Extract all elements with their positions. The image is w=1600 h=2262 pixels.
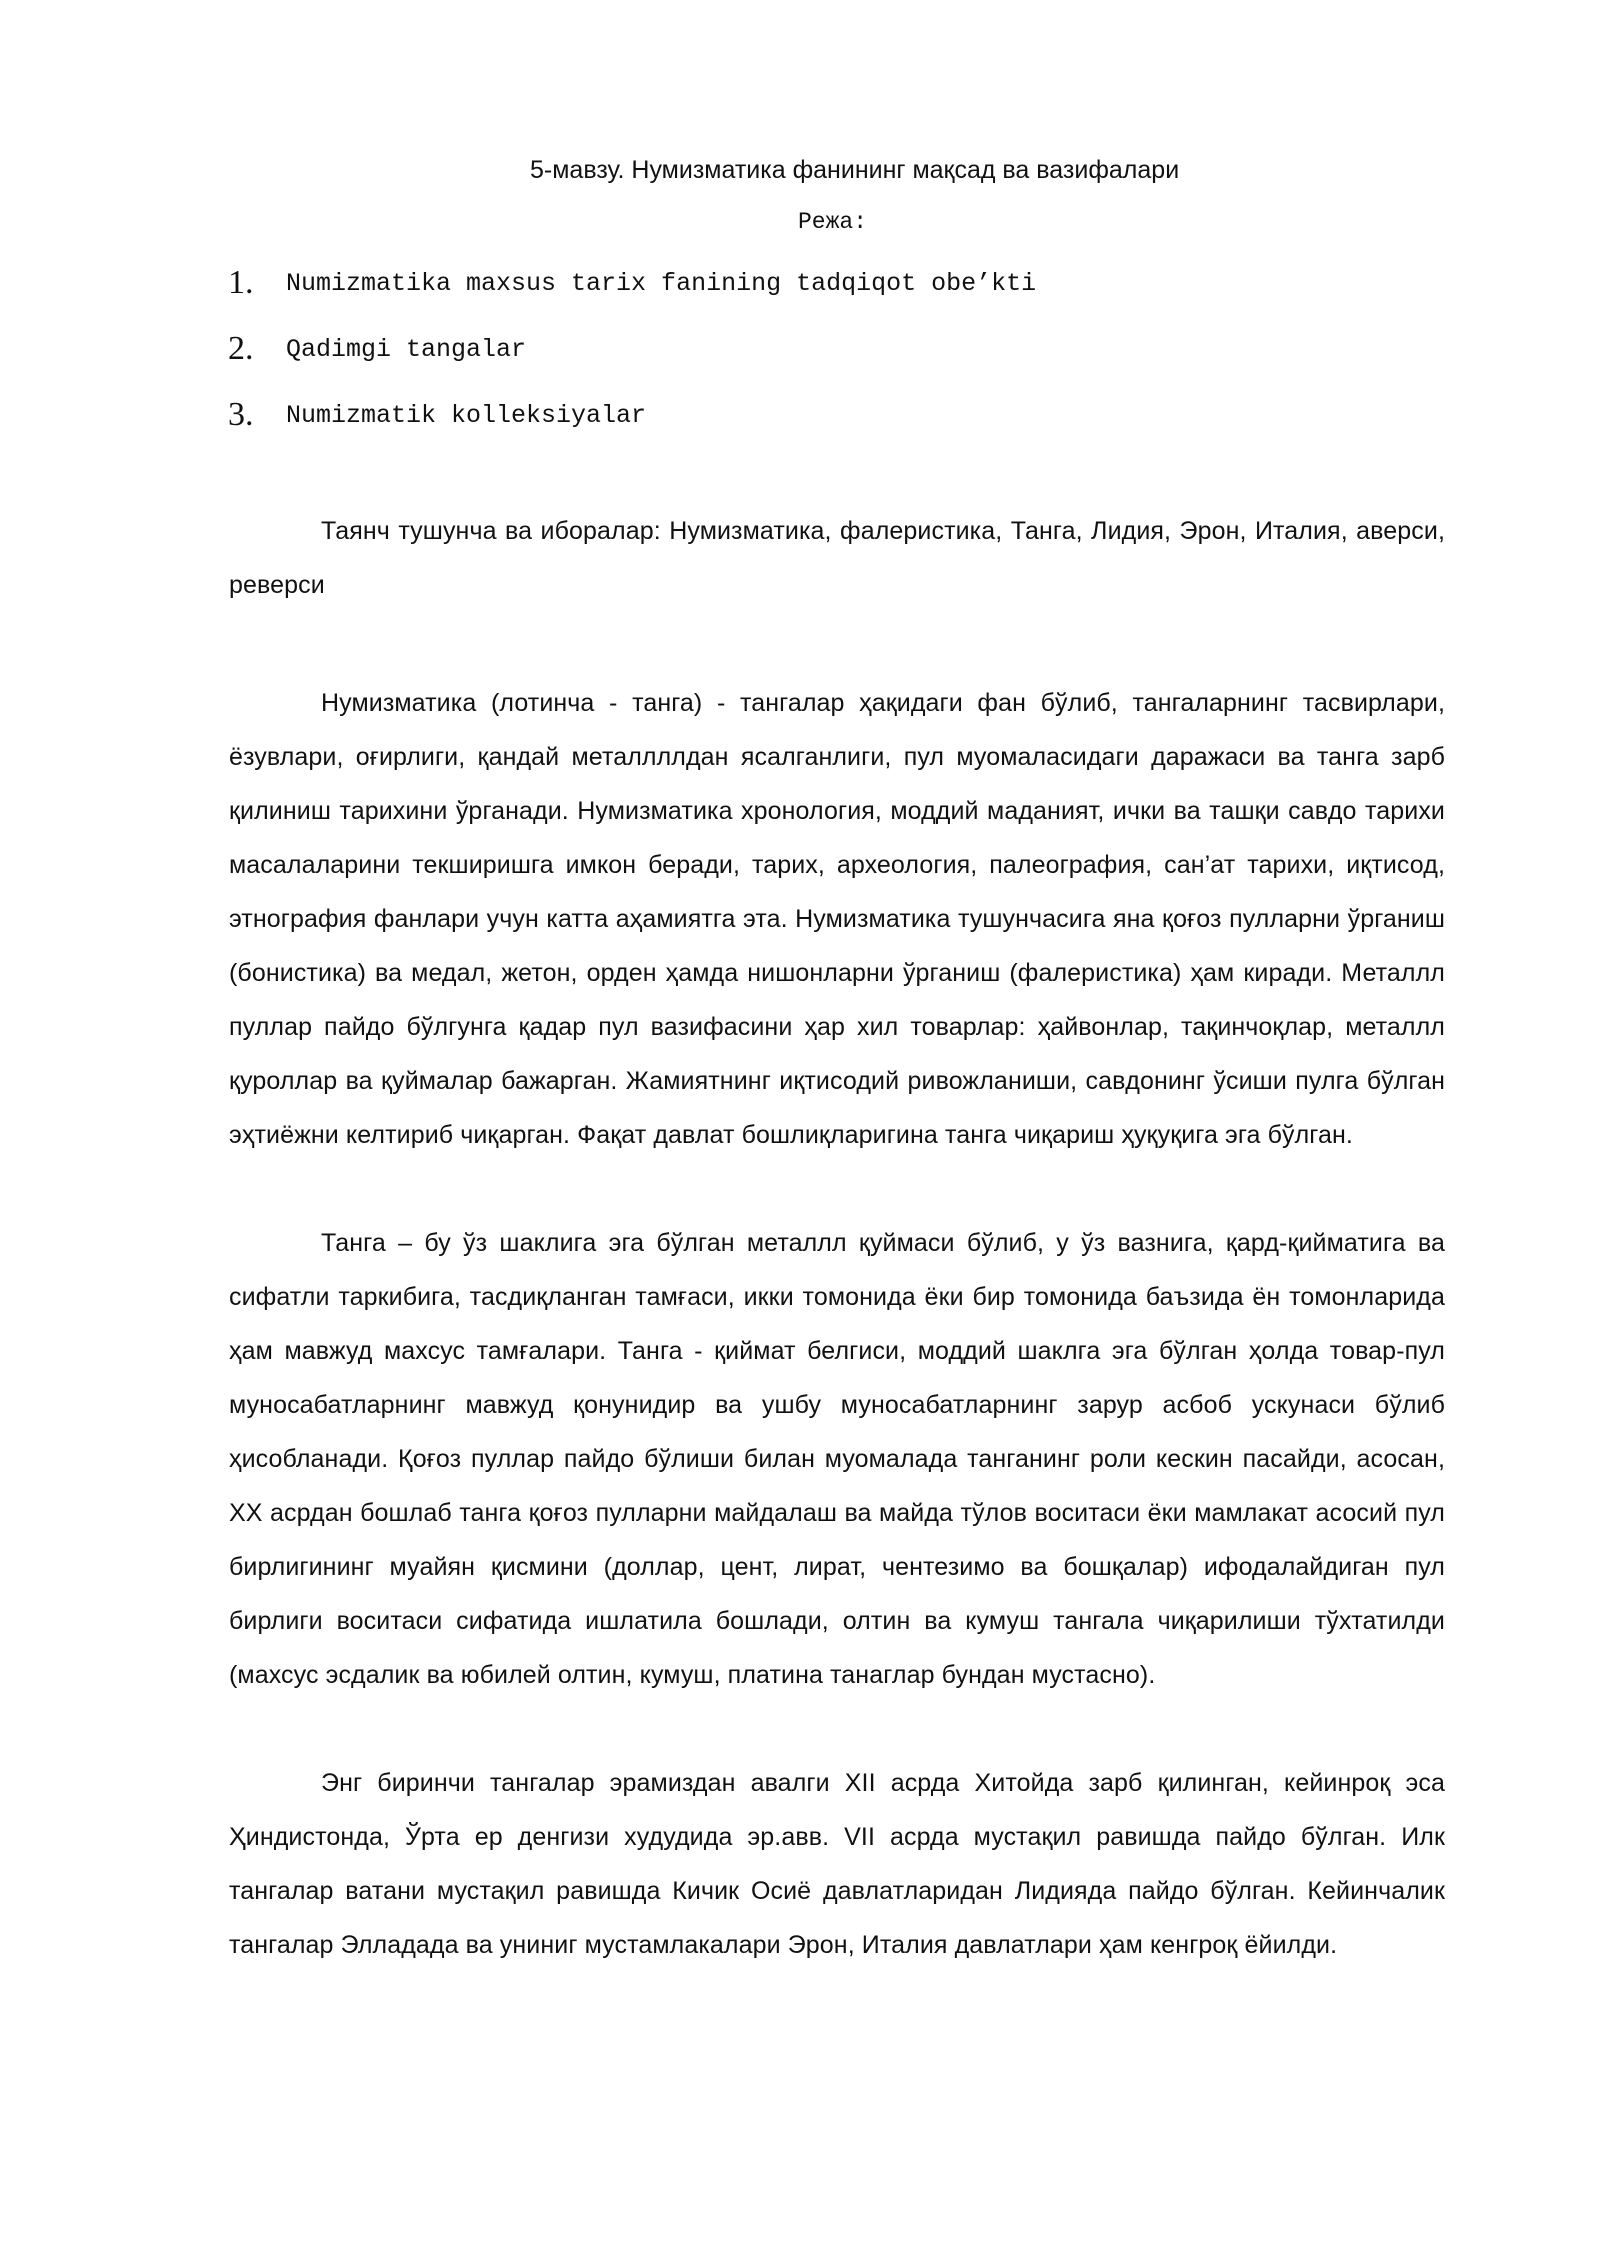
- plan-item-number: 2.: [228, 330, 254, 367]
- plan-item-number: 3.: [228, 396, 254, 433]
- plan-item: [228, 250, 1036, 316]
- body-paragraph: Танга – бу ўз шаклига эга бўлган металлл қуймаси бўлиб, у ўз вазнига, қард-қийматига ва сифатли таркибига, тасдиқланган тамғаси, икки томонида ёки бир томонида баъзида ён томонларида ҳам мавжуд махсус тамғалари. Танга - қиймат белгиси, моддий шаклга эга бўлган ҳолда товар-пул муносабатларнинг мавжуд қонунидир ва ушбу муносабатларнинг зарур асбоб ускунаси бўлиб ҳисобланади. Қоғоз пуллар пайдо бўлиши билан муомалада танганинг роли кескин пасайди, асосан, XX асрдан бошлаб танга қоғоз пулларни майдалаш ва майда тўлов воситаси ёки мамлакат асосий пул бирлигининг муайян қисмини (доллар, цент, лират, чентезимо ва бошқалар) ифодалайдиган пул бирлиги воситаси сифатида ишлатила бошлади, олтин ва кумуш тангала чиқарилиши тўхтатилди (махсус эсдалик ва юбилей олтин, кумуш, платина танаглар бундан мустасно).: [229, 1229, 1445, 1689]
- plan-list: [228, 250, 1036, 448]
- plan-item-text: Qadimgi tangalar: [286, 334, 527, 364]
- keywords-paragraph: Таянч тушунча ва иборалар: Нумизматика, фалеристика, Танга, Лидия, Эрон, Италия, аверси, реверси: [229, 517, 1445, 599]
- body-paragraph: Энг биринчи тангалар эрамиздан авалги XII асрда Хитойда зарб қилинган, кейинроқ эса Ҳиндистонда, Ўрта ер денгизи худудида эр.авв. VII асрда мустақил равишда пайдо бўлган. Илк тангалар ватани мустақил равишда Кичик Осиё давлатларидан Лидияда пайдо бўлган. Кейинчалик тангалар Элладада ва униниг мустамлакалари Эрон, Италия давлатлари ҳам кенгроқ ёйилди.: [229, 1769, 1445, 1959]
- plan-heading: Режа:: [798, 209, 868, 235]
- plan-item-text: Numizmatika maxsus tarix fanining tadqiqot obe’kti: [286, 268, 1037, 298]
- body-paragraph: Нумизматика (лотинча - танга) - тангалар ҳақидаги фан бўлиб, тангаларнинг тасвирлари, ёзувлари, оғирлиги, қандай металлллдан ясалганлиги, пул муомаласидаги даражаси ва танга зарб қилиниш тарихини ўрганади. Нумизматика хронология, моддий маданият, ички ва ташқи савдо тарихи масалаларини текширишга имкон беради, тарих, археология, палеография, сан’ат тарихи, иқтисод, этнография фанлари учун катта аҳамиятга эта. Нумизматика тушунчасига яна қоғоз пулларни ўрганиш (бонистика) ва медал, жетон, орден ҳамда нишонларни ўрганиш (фалеристика) ҳам киради. Металлл пуллар пайдо бўлгунга қадар пул вазифасини ҳар хил товарлар: ҳайвонлар, тақинчоқлар, металлл қуроллар ва қуймалар бажарган. Жамиятнинг иқтисодий ривожланиши, савдонинг ўсиши пулга бўлган эҳтиёжни келтириб чиқарган. Фақат давлат бошлиқларигина танга чиқариш ҳуқуқига эга бўлган.: [229, 689, 1445, 1149]
- plan-item: [228, 382, 1036, 448]
- plan-item: [228, 316, 1036, 382]
- plan-item-number: 1.: [228, 264, 254, 301]
- plan-item-text: Numizmatik kolleksiyalar: [286, 400, 647, 430]
- document-title: 5-мавзу. Нумизматика фанининг мақсад ва вазифалари: [530, 156, 1180, 184]
